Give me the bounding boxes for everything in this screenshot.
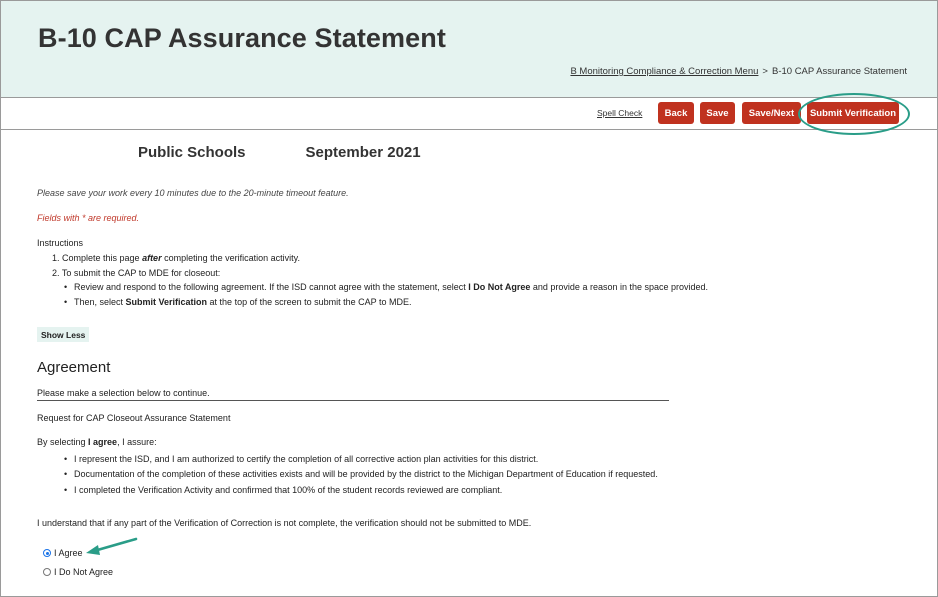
required-fields-note: Fields with * are required. [37, 213, 140, 223]
submit-verification-button[interactable]: Submit Verification [807, 102, 899, 124]
breadcrumb-separator: > [762, 66, 768, 77]
toolbar [1, 98, 937, 130]
disagree-radio[interactable] [43, 568, 51, 576]
org-name: Public Schools [138, 144, 246, 161]
instruction-step-2: 2. To submit the CAP to MDE for closeout: [52, 268, 221, 278]
bullet1-text-pre: Review and respond to the following agreement. If the ISD cannot agree with the statement, select [74, 282, 469, 292]
agree-radio[interactable] [43, 549, 51, 557]
step1-text-pre: 1. Complete this page [52, 253, 143, 263]
agreement-heading: Agreement [37, 359, 111, 376]
assure-text-post: , I assure: [117, 437, 157, 447]
bullet2-text-bold: Submit Verification [125, 297, 208, 307]
bullet2-text-pre: Then, select [74, 297, 126, 307]
assure-statement [37, 437, 157, 447]
report-date: September 2021 [305, 144, 421, 161]
breadcrumb-current: B-10 CAP Assurance Statement [771, 66, 907, 77]
agree-option[interactable] [43, 548, 83, 558]
assure-text-bold: I agree [88, 437, 118, 447]
disagree-label: I Do Not Agree [54, 567, 114, 577]
request-label: Request for CAP Closeout Assurance Statement [37, 413, 231, 423]
instructions-label: Instructions [37, 238, 84, 248]
save-next-button[interactable]: Save/Next [742, 102, 801, 124]
assurance-item: • Documentation of the completion of these activities exists and will be provided by the district to the Michigan Department of Education if requested. [74, 469, 658, 479]
bullet1-text-bold: I Do Not Agree [468, 282, 531, 292]
assure-text-pre: By selecting [37, 437, 89, 447]
selection-note: Please make a selection below to continue. [37, 388, 669, 401]
show-less-toggle[interactable]: Show Less [37, 327, 89, 342]
instruction-bullet-1 [74, 282, 708, 292]
agree-label: I Agree [54, 548, 83, 558]
bullet2-text-post: at the top of the screen to submit the CAP to MDE. [207, 297, 412, 307]
assurance-item: • I completed the Verification Activity and confirmed that 100% of the student records reviewed are compliant. [74, 485, 502, 495]
page-header [1, 1, 937, 98]
spell-check-link[interactable]: Spell Check [597, 108, 643, 118]
breadcrumb-parent-link[interactable]: B Monitoring Compliance & Correction Menu [570, 66, 759, 77]
save-button[interactable]: Save [700, 102, 735, 124]
understand-statement: I understand that if any part of the Verification of Correction is not complete, the verification should not be submitted to MDE. [37, 518, 532, 528]
disagree-option[interactable] [43, 567, 113, 577]
assurance-item: • I represent the ISD, and I am authorized to certify the completion of all corrective action plan activities for this district. [74, 454, 538, 464]
breadcrumb [570, 66, 907, 77]
org-heading [138, 144, 421, 161]
page-title: B-10 CAP Assurance Statement [38, 23, 446, 53]
bullet1-text-post: and provide a reason in the space provided. [530, 282, 709, 292]
save-warning-note: Please save your work every 10 minutes due to the 20-minute timeout feature. [37, 188, 349, 198]
instruction-bullet-2 [74, 297, 412, 307]
step1-text-emphasis: after [142, 253, 162, 263]
step1-text-post: completing the verification activity. [161, 253, 300, 263]
submit-highlight-annotation [798, 93, 910, 135]
arrow-pointing-left-icon [86, 536, 138, 556]
back-button[interactable]: Back [658, 102, 694, 124]
instruction-step-1 [52, 253, 300, 263]
